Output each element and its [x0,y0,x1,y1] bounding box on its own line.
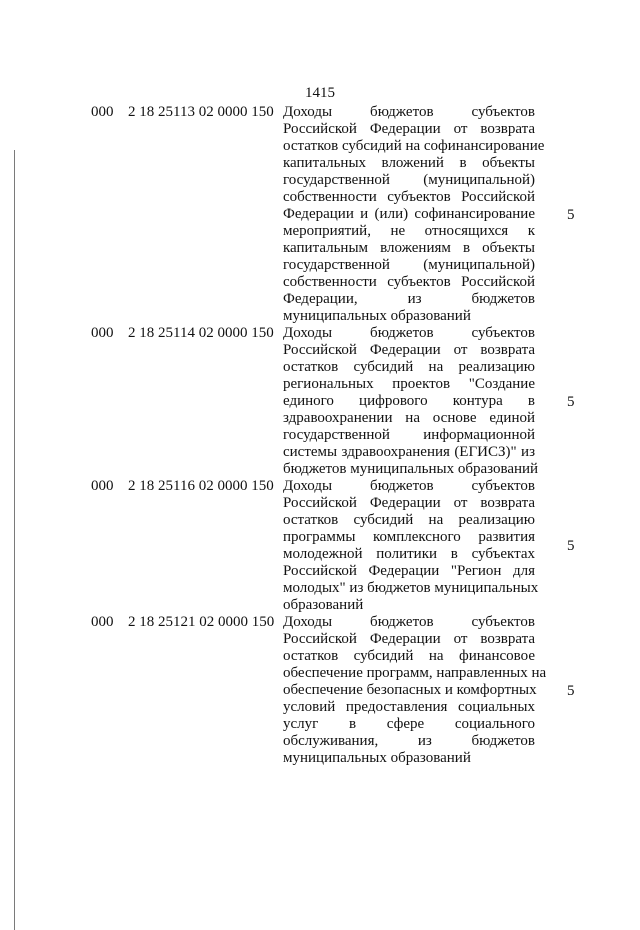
income-name-line: условий предоставления социальных [283,699,535,715]
income-name-line: собственности субъектов Российской [283,274,535,290]
income-name-line: Доходы бюджетов субъектов [283,104,535,120]
income-name-line: Доходы бюджетов субъектов [283,325,535,341]
table-row [0,614,640,767]
income-name-line: молодежной политики в субъектах [283,546,535,562]
income-name-line: муниципальных образований [283,750,471,766]
income-name-line: Российской Федерации "Регион для [283,563,535,579]
budget-classification-code: 2 18 25116 02 0000 150 [128,478,274,494]
income-name-line: Российской Федерации от возврата [283,495,535,511]
income-name-line: Доходы бюджетов субъектов [283,614,535,630]
income-name-line: образований [283,597,364,613]
amount-value: 5 [567,683,575,699]
table-row [0,104,640,325]
income-name-line: бюджетов муниципальных образований [283,461,539,477]
table-row [0,478,640,614]
income-name-line: остатков субсидий на финансовое [283,648,535,664]
admin-code: 000 [91,478,114,494]
budget-classification-code: 2 18 25121 02 0000 150 [128,614,275,630]
income-name-line: Доходы бюджетов субъектов [283,478,535,494]
income-name-line: государственной (муниципальной) [283,172,535,188]
income-name-line: программы комплексного развития [283,529,535,545]
income-name-line: системы здравоохранения (ЕГИСЗ)" из [283,444,535,460]
income-name-line: региональных проектов "Создание [283,376,535,392]
income-name-line: капитальных вложений в объекты [283,155,535,171]
income-name-line: остатков субсидий на софинансирование [283,138,545,154]
income-name-line: Федерации и (или) софинансирование [283,206,535,222]
income-name-line: государственной информационной [283,427,535,443]
income-name-line: остатков субсидий на реализацию [283,359,535,375]
income-name [283,325,539,478]
income-name-line: Российской Федерации от возврата [283,631,535,647]
admin-code: 000 [91,325,114,341]
income-name-line: обеспечение безопасных и комфортных [283,682,537,698]
income-name [283,104,545,325]
income-name-line: собственности субъектов Российской [283,189,535,205]
table-row [0,325,640,478]
income-name-line: мероприятий, не относящихся к [283,223,535,239]
income-name-line: Российской Федерации от возврата [283,342,535,358]
income-name-line: капитальным вложениям в объекты [283,240,535,256]
income-name-line: здравоохранении на основе единой [283,410,535,426]
income-name-line: обеспечение программ, направленных на [283,665,547,681]
income-name-line: молодых" из бюджетов муниципальных [283,580,539,596]
budget-classification-code: 2 18 25113 02 0000 150 [128,104,274,120]
income-name [283,478,539,614]
income-name [283,614,547,767]
income-name-line: Российской Федерации от возврата [283,121,535,137]
income-name-line: муниципальных образований [283,308,471,324]
income-name-line: остатков субсидий на реализацию [283,512,535,528]
income-name-line: государственной (муниципальной) [283,257,535,273]
income-codes-table [0,104,640,767]
page-number: 1415 [305,85,335,101]
income-name-line: обслуживания, из бюджетов [283,733,535,749]
admin-code: 000 [91,104,114,120]
income-name-line: Федерации, из бюджетов [283,291,535,307]
amount-value: 5 [567,538,575,554]
income-name-line: единого цифрового контура в [283,393,535,409]
admin-code: 000 [91,614,114,630]
amount-value: 5 [567,394,575,410]
amount-value: 5 [567,207,575,223]
budget-classification-code: 2 18 25114 02 0000 150 [128,325,274,341]
income-name-line: услуг в сфере социального [283,716,535,732]
